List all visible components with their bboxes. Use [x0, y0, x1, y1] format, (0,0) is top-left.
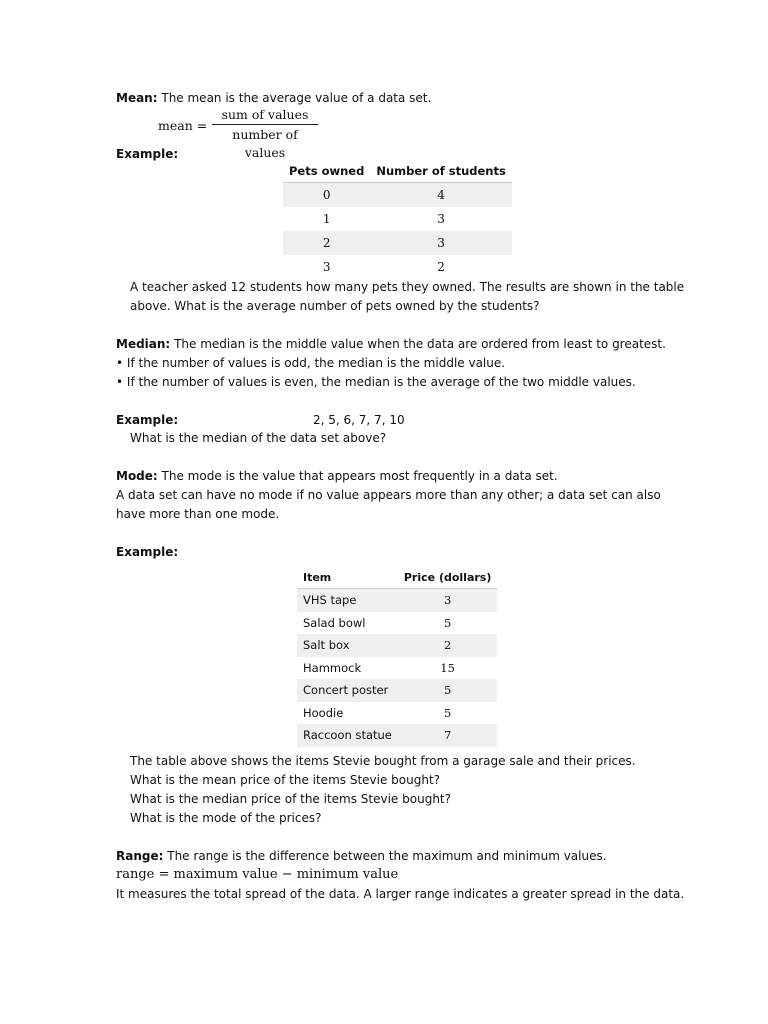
table-header: Item	[297, 566, 398, 589]
table-cell: 2	[283, 231, 370, 255]
median-bullet-text: If the number of values is odd, the median is the middle value.	[126, 356, 506, 370]
garage-sale-table	[297, 566, 497, 747]
table-header-row	[283, 160, 512, 183]
table-row	[297, 612, 497, 635]
mean-formula-fraction	[212, 106, 318, 162]
table-cell: 2	[398, 634, 498, 657]
table-header: Price (dollars)	[398, 566, 498, 589]
median-bullet-text: If the number of values is even, the median is the average of the two middle values.	[126, 375, 636, 389]
median-bullet	[116, 355, 505, 371]
mean-formula-numerator: sum of values	[221, 107, 309, 122]
table-cell: 5	[443, 705, 452, 720]
table-cell: 1	[322, 212, 331, 226]
range-note: It measures the total spread of the data. A larger range indicates a greater spread in the data.	[116, 887, 685, 901]
table-cell: 15	[440, 660, 455, 675]
mode-definition-line	[116, 468, 558, 484]
mean-heading: Mean:	[116, 91, 158, 105]
median-bullet	[116, 374, 636, 390]
mean-example-label: Example:	[116, 147, 179, 161]
median-heading: Median:	[116, 337, 171, 351]
table-cell: 5	[398, 679, 498, 702]
mode-example-label: Example:	[116, 545, 179, 559]
median-data-set: 2, 5, 6, 7, 7, 10	[313, 413, 405, 427]
table-row	[297, 702, 497, 725]
median-definition-line	[116, 336, 666, 352]
median-example-label: Example:	[116, 413, 179, 427]
table-cell: 7	[398, 724, 498, 747]
table-cell: 5	[443, 615, 452, 630]
table-cell: Salt box	[297, 634, 398, 657]
mode-definition: The mode is the value that appears most frequently in a data set.	[161, 469, 558, 483]
mean-question-line: above. What is the average number of pets owned by the students?	[130, 299, 540, 313]
table-cell: 3	[370, 231, 512, 255]
table-cell: 3	[437, 212, 445, 226]
table-row	[297, 724, 497, 747]
table-cell: Hammock	[303, 660, 362, 675]
median-definition: The median is the middle value when the data are ordered from least to greatest.	[174, 337, 666, 351]
mode-note-line: A data set can have no mode if no value appears more than any other; a data set can also	[116, 488, 661, 502]
mode-heading: Mode:	[116, 469, 158, 483]
range-definition: The range is the difference between the maximum and minimum values.	[167, 849, 607, 863]
table-row	[297, 679, 497, 702]
table-row	[297, 657, 497, 680]
mode-question-line: What is the mean price of the items Stevie bought?	[130, 773, 441, 787]
table-cell: 3	[398, 589, 498, 612]
bullet-icon: •	[116, 375, 124, 389]
table-cell: Concert poster	[297, 679, 398, 702]
mode-question-line: The table above shows the items Stevie bought from a garage sale and their prices.	[130, 754, 636, 768]
range-formula: range = maximum value − minimum value	[116, 867, 399, 882]
table-header: Number of students	[370, 160, 512, 183]
table-cell: 0	[283, 183, 370, 208]
table-row	[283, 183, 512, 208]
table-cell: 3	[322, 260, 331, 274]
table-row	[283, 255, 512, 279]
table-cell: 2	[437, 260, 445, 274]
table-cell: VHS tape	[297, 589, 398, 612]
table-row	[297, 634, 497, 657]
mean-question-line: A teacher asked 12 students how many pets they owned. The results are shown in the table	[130, 280, 685, 294]
mode-question-line: What is the median price of the items Stevie bought?	[130, 792, 451, 806]
median-question: What is the median of the data set above?	[130, 431, 387, 445]
mean-formula-lhs: mean =	[158, 118, 208, 133]
mean-formula-denominator: number of values	[232, 127, 298, 160]
pets-table	[283, 160, 512, 279]
mode-question-line: What is the mode of the prices?	[130, 811, 322, 825]
bullet-icon: •	[116, 356, 124, 370]
table-header-row	[297, 566, 497, 589]
range-definition-line	[116, 848, 607, 864]
fraction-bar	[212, 124, 318, 125]
table-cell: Raccoon statue	[297, 724, 398, 747]
mean-definition: The mean is the average value of a data set.	[161, 91, 432, 105]
table-row	[283, 231, 512, 255]
range-heading: Range:	[116, 849, 164, 863]
table-row	[297, 589, 497, 612]
table-cell: Hoodie	[303, 705, 344, 720]
mode-note-line: have more than one mode.	[116, 507, 280, 521]
table-cell: Salad bowl	[303, 615, 366, 630]
mean-definition-line	[116, 90, 431, 106]
table-cell: 4	[370, 183, 512, 208]
table-row	[283, 207, 512, 231]
table-header: Pets owned	[283, 160, 370, 183]
